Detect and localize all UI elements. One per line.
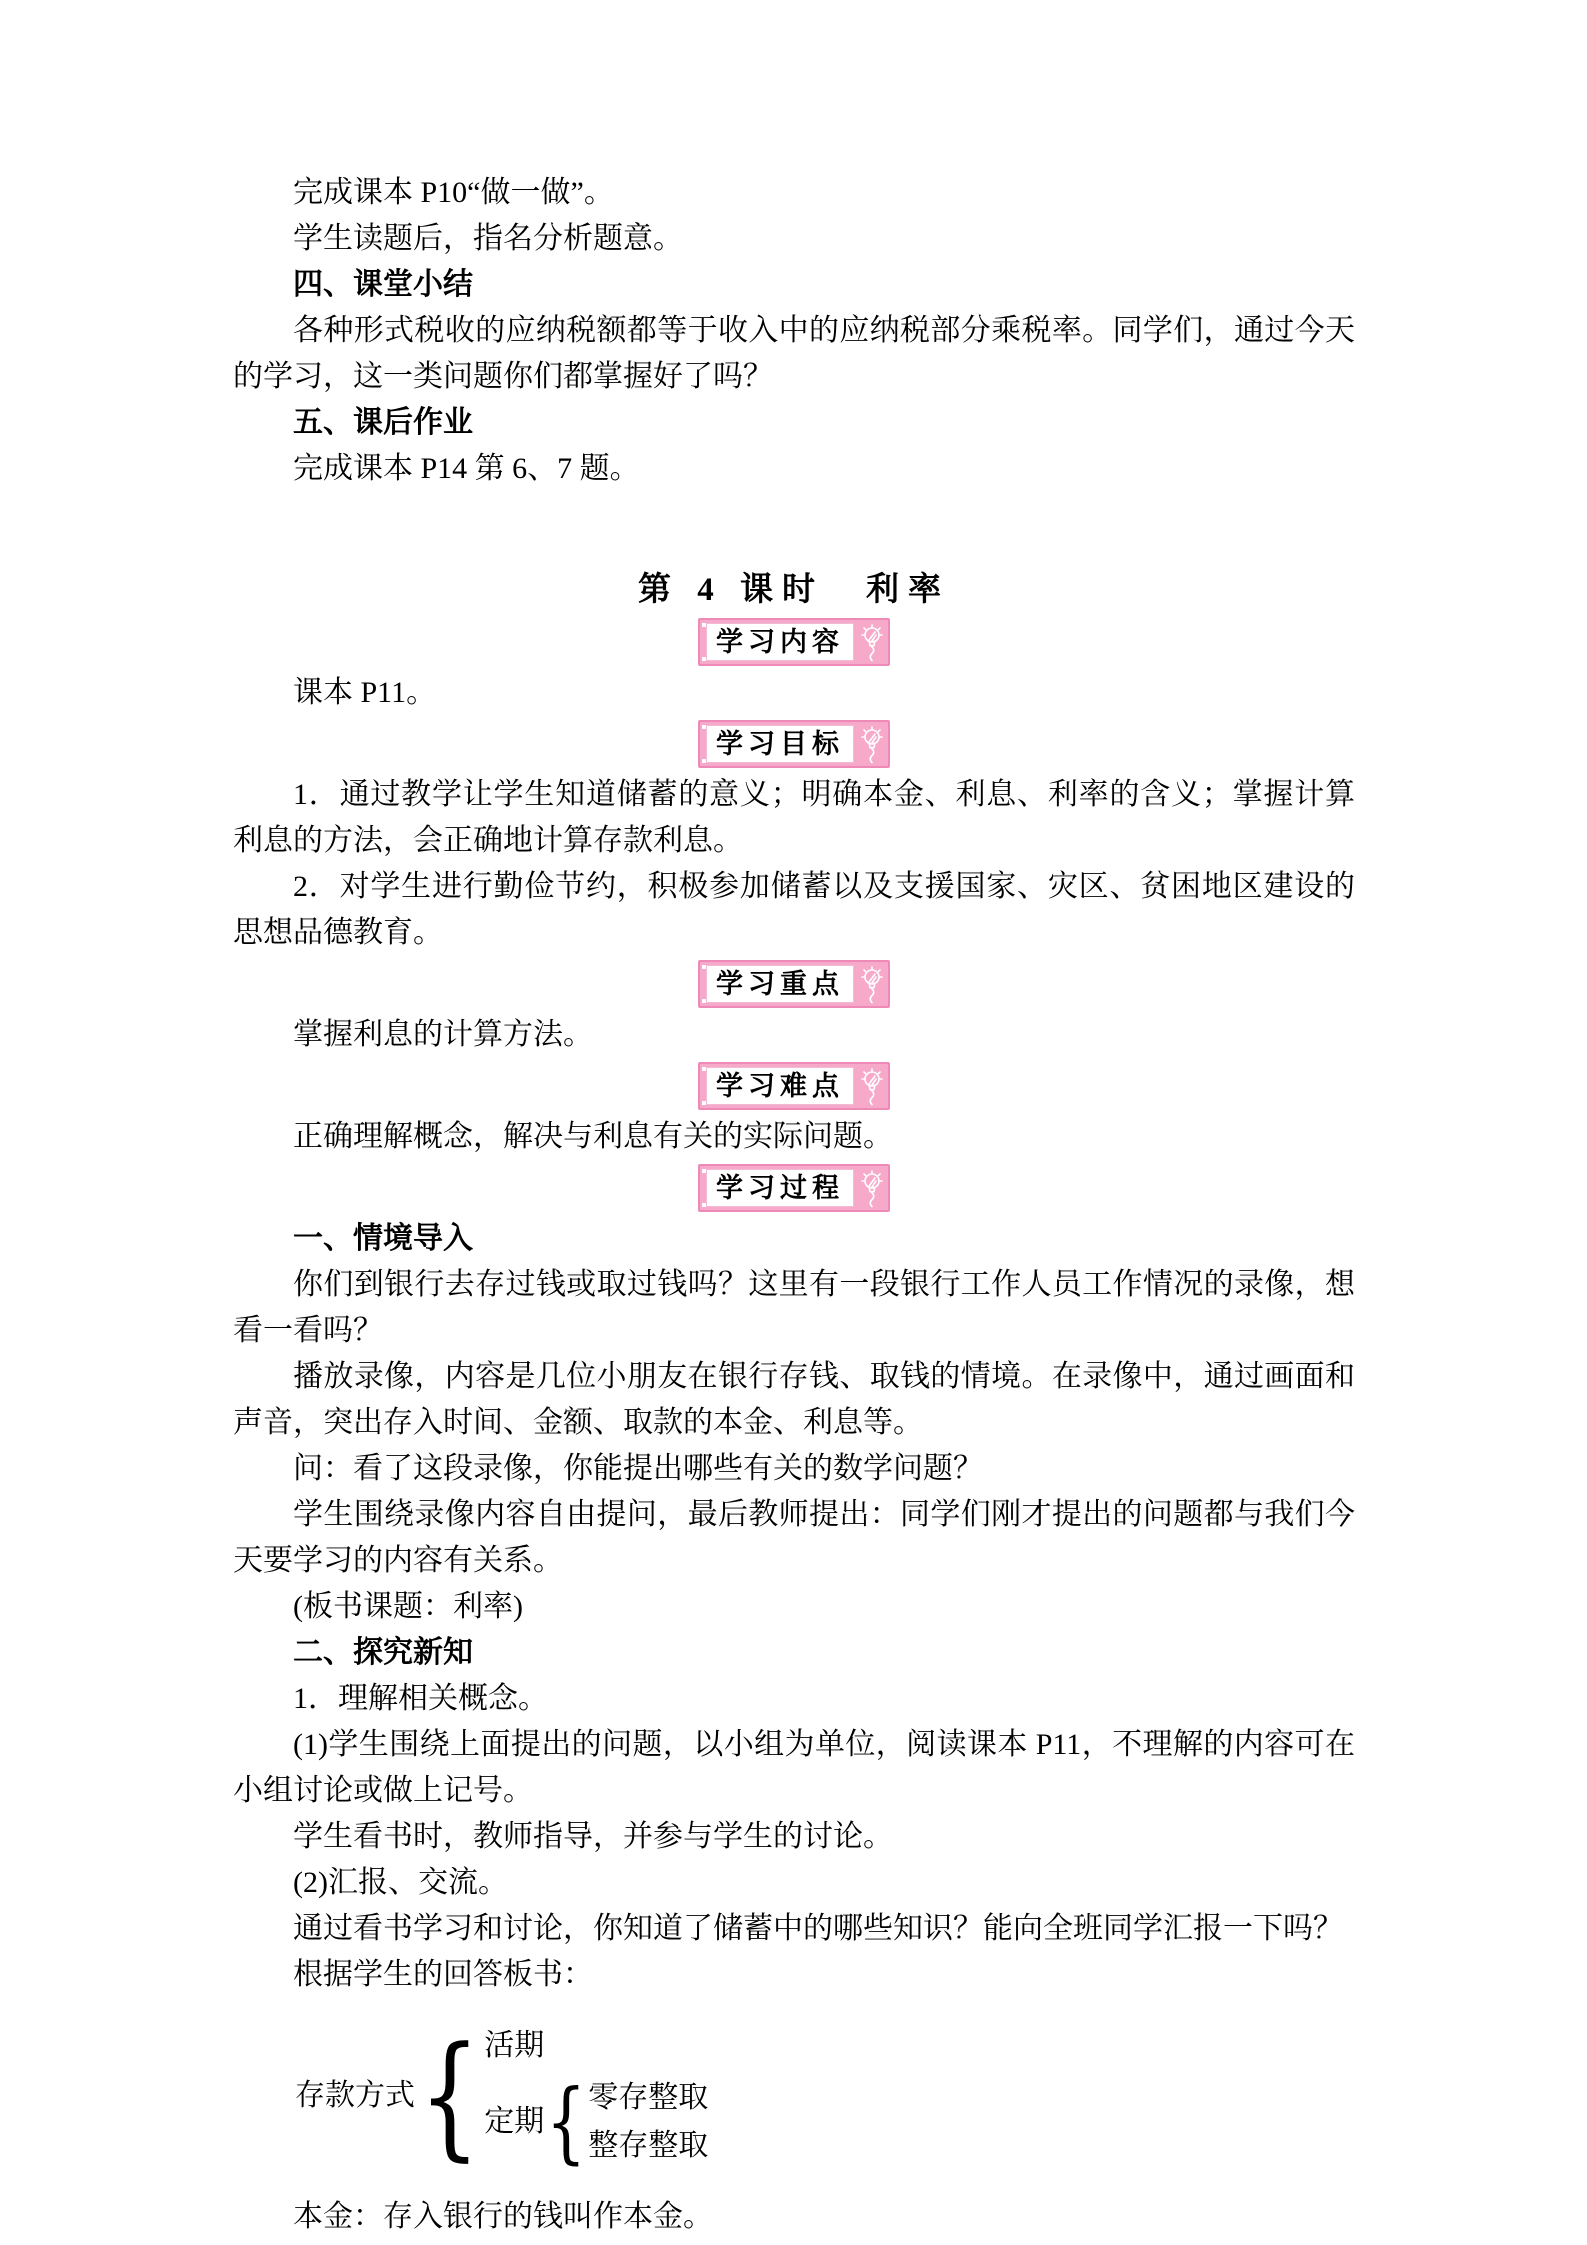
deposit-types-diagram	[295, 2018, 1355, 2174]
paragraph-learning-content: 课本 P11。	[293, 676, 437, 709]
badge-row-goal	[233, 720, 1355, 768]
diagram-leaf-lingcun: 零存整取	[588, 2081, 709, 2114]
heading-situation-intro: 一、情境导入	[293, 1222, 473, 1255]
paragraph-board-writing: 根据学生的回答板书：	[293, 1958, 593, 1991]
badge-learning-difficulty	[698, 1062, 890, 1110]
badge-row-content	[233, 618, 1355, 666]
badge-learning-process	[698, 1164, 890, 1212]
lightbulb-icon	[858, 965, 886, 1005]
paragraph-report-exchange: (2)汇报、交流。	[293, 1866, 508, 1899]
diagram-branch-demand: 活期	[484, 2029, 545, 2062]
badge-learning-key	[698, 960, 890, 1008]
badge-row-process	[233, 1164, 1355, 1212]
badge-learning-goal	[698, 720, 890, 768]
diagram-level-2	[588, 2078, 708, 2166]
badge-row-difficulty	[233, 1062, 1355, 1110]
paragraph-report-question: 通过看书学习和讨论，你知道了储蓄中的哪些知识？能向全班同学汇报一下吗？	[293, 1912, 1343, 1945]
badge-learning-content	[698, 618, 890, 666]
diagram-leaf-zhengcun: 整存整取	[588, 2129, 709, 2162]
badge-learning-goal-label: 学习目标	[706, 725, 854, 763]
paragraph-intro-question: 你们到银行去存过钱或取过钱吗？这里有一段银行工作人员工作情况的录像，想看一看吗？	[233, 1268, 1355, 1347]
diagram-level-1	[484, 2026, 709, 2173]
paragraph-ask-question: 问：看了这段录像，你能提出哪些有关的数学问题？	[293, 1452, 983, 1485]
outer-brace: {	[418, 2018, 481, 2174]
diagram-root-label: 存款方式	[295, 2079, 415, 2112]
heading-homework: 五、课后作业	[293, 406, 473, 439]
paragraph-goal-2: 2．对学生进行勤俭节约，积极参加储蓄以及支援国家、灾区、贫困地区建设的思想品德教育。	[233, 870, 1355, 949]
paragraph-summary: 各种形式税收的应纳税额都等于收入中的应纳税部分乘税率。同学们，通过今天的学习，这一类问题你们都掌握好了吗？	[233, 314, 1355, 393]
badge-learning-key-label: 学习重点	[706, 965, 854, 1003]
paragraph-do-exercise: 完成课本 P10“做一做”。	[293, 176, 614, 209]
paragraph-student-questions: 学生围绕录像内容自由提问，最后教师提出：同学们刚才提出的问题都与我们今天要学习的内容有关系。	[233, 1498, 1355, 1577]
lesson-title: 第 4 课时 利率	[638, 572, 950, 608]
lightbulb-icon	[858, 623, 886, 663]
inner-brace: {	[546, 2070, 587, 2173]
paragraph-understand-concepts: 1．理解相关概念。	[293, 1682, 548, 1715]
badge-row-key	[233, 960, 1355, 1008]
diagram-branch-fixed: 定期	[484, 2105, 545, 2138]
paragraph-read-question: 学生读题后，指名分析题意。	[293, 222, 683, 255]
badge-learning-difficulty-label: 学习难点	[706, 1067, 854, 1105]
lightbulb-icon	[858, 1169, 886, 1209]
paragraph-teacher-guidance: 学生看书时，教师指导，并参与学生的讨论。	[293, 1820, 893, 1853]
heading-explore-new: 二、探究新知	[293, 1636, 473, 1669]
lightbulb-icon	[858, 725, 886, 765]
paragraph-principal-definition: 本金：存入银行的钱叫作本金。	[293, 2200, 713, 2233]
paragraph-play-video: 播放录像，内容是几位小朋友在银行存钱、取钱的情境。在录像中，通过画面和声音，突出存入时间、金额、取款的本金、利息等。	[233, 1360, 1355, 1439]
paragraph-key-point: 掌握利息的计算方法。	[293, 1018, 593, 1051]
diagram-branch-fixed-row	[484, 2070, 709, 2173]
paragraph-goal-1: 1．通过教学让学生知道储蓄的意义；明确本金、利息、利率的含义；掌握计算利息的方法，会正确地计算存款利息。	[233, 778, 1355, 857]
heading-class-summary: 四、课堂小结	[293, 268, 473, 301]
paragraph-board-topic: (板书课题：利率)	[293, 1590, 523, 1623]
paragraph-difficulty: 正确理解概念，解决与利息有关的实际问题。	[293, 1120, 893, 1153]
paragraph-homework: 完成课本 P14 第 6、7 题。	[293, 452, 640, 485]
lightbulb-icon	[858, 1067, 886, 1107]
badge-learning-process-label: 学习过程	[706, 1169, 854, 1207]
paragraph-group-reading: (1)学生围绕上面提出的问题，以小组为单位，阅读课本 P11，不理解的内容可在小组讨论或做上记号。	[233, 1728, 1355, 1807]
badge-learning-content-label: 学习内容	[706, 623, 854, 661]
